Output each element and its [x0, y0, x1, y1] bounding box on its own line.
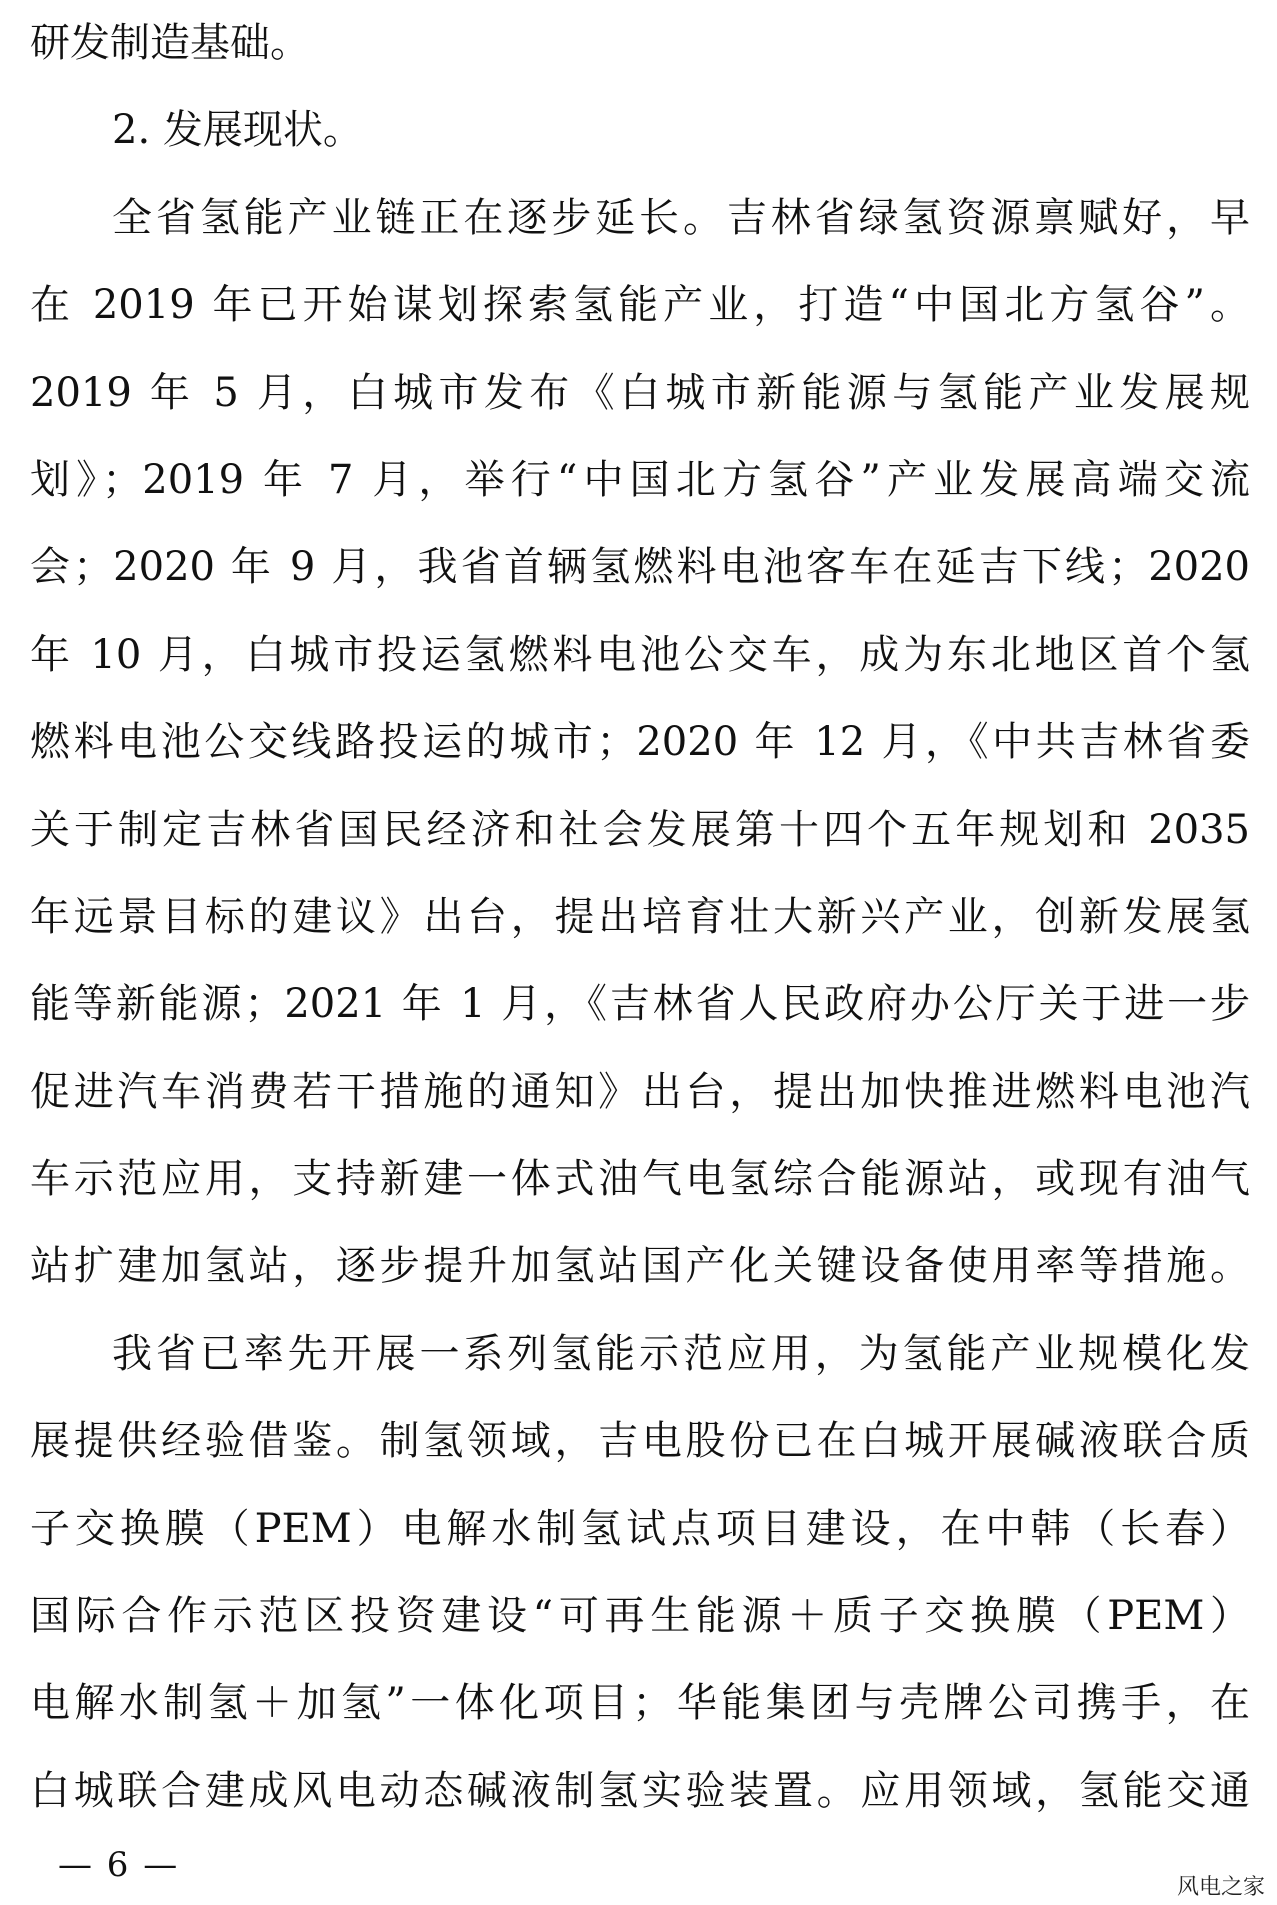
text-line: 会；2020 年 9 月，我省首辆氢燃料电池客车在延吉下线；2020	[30, 544, 1250, 591]
text-line: 年 10 月，白城市投运氢燃料电池公交车，成为东北地区首个氢	[30, 631, 1250, 678]
text-line: 燃料电池公交线路投运的城市；2020 年 12 月，《中共吉林省委	[30, 719, 1250, 766]
text-line: 促进汽车消费若干措施的通知》出台，提出加快推进燃料电池汽	[30, 1068, 1250, 1115]
text-line: 车示范应用，支持新建一体式油气电氢综合能源站，或现有油气	[30, 1156, 1250, 1203]
text-line: 能等新能源；2021 年 1 月，《吉林省人民政府办公厅关于进一步	[30, 981, 1250, 1028]
text-line: 白城联合建成风电动态碱液制氢实验装置。应用领域，氢能交通	[30, 1767, 1250, 1814]
text-line: 研发制造基础。	[30, 20, 310, 66]
text-line: 我省已率先开展一系列氢能示范应用，为氢能产业规模化发	[112, 1330, 1250, 1377]
text-line: 2019 年 5 月，白城市发布《白城市新能源与氢能产业发展规	[30, 369, 1250, 416]
text-line: 展提供经验借鉴。制氢领域，吉电股份已在白城开展碱液联合质	[30, 1418, 1250, 1465]
text-line: 在 2019 年已开始谋划探索氢能产业，打造“中国北方氢谷”。	[30, 282, 1250, 329]
text-line: 关于制定吉林省国民经济和社会发展第十四个五年规划和 2035	[30, 806, 1250, 853]
body-text	[30, 0, 1250, 1835]
page-number: — 6 —	[58, 1845, 180, 1885]
text-line: 子交换膜（PEM）电解水制氢试点项目建设，在中韩（长春）	[30, 1505, 1250, 1552]
text-line: 全省氢能产业链正在逐步延长。吉林省绿氢资源禀赋好，早	[112, 194, 1250, 241]
watermark: 风电之家	[1176, 1875, 1265, 1900]
text-line: 站扩建加氢站，逐步提升加氢站国产化关键设备使用率等措施。	[30, 1243, 1250, 1290]
text-line: 年远景目标的建议》出台，提出培育壮大新兴产业，创新发展氢	[30, 893, 1250, 940]
text-line: 电解水制氢＋加氢”一体化项目；华能集团与壳牌公司携手，在	[30, 1680, 1250, 1727]
section-heading: 2. 发展现状。	[112, 107, 363, 154]
text-line: 划》；2019 年 7 月，举行“中国北方氢谷”产业发展高端交流	[30, 456, 1250, 503]
text-line: 国际合作示范区投资建设“可再生能源＋质子交换膜（PEM）	[30, 1593, 1250, 1640]
